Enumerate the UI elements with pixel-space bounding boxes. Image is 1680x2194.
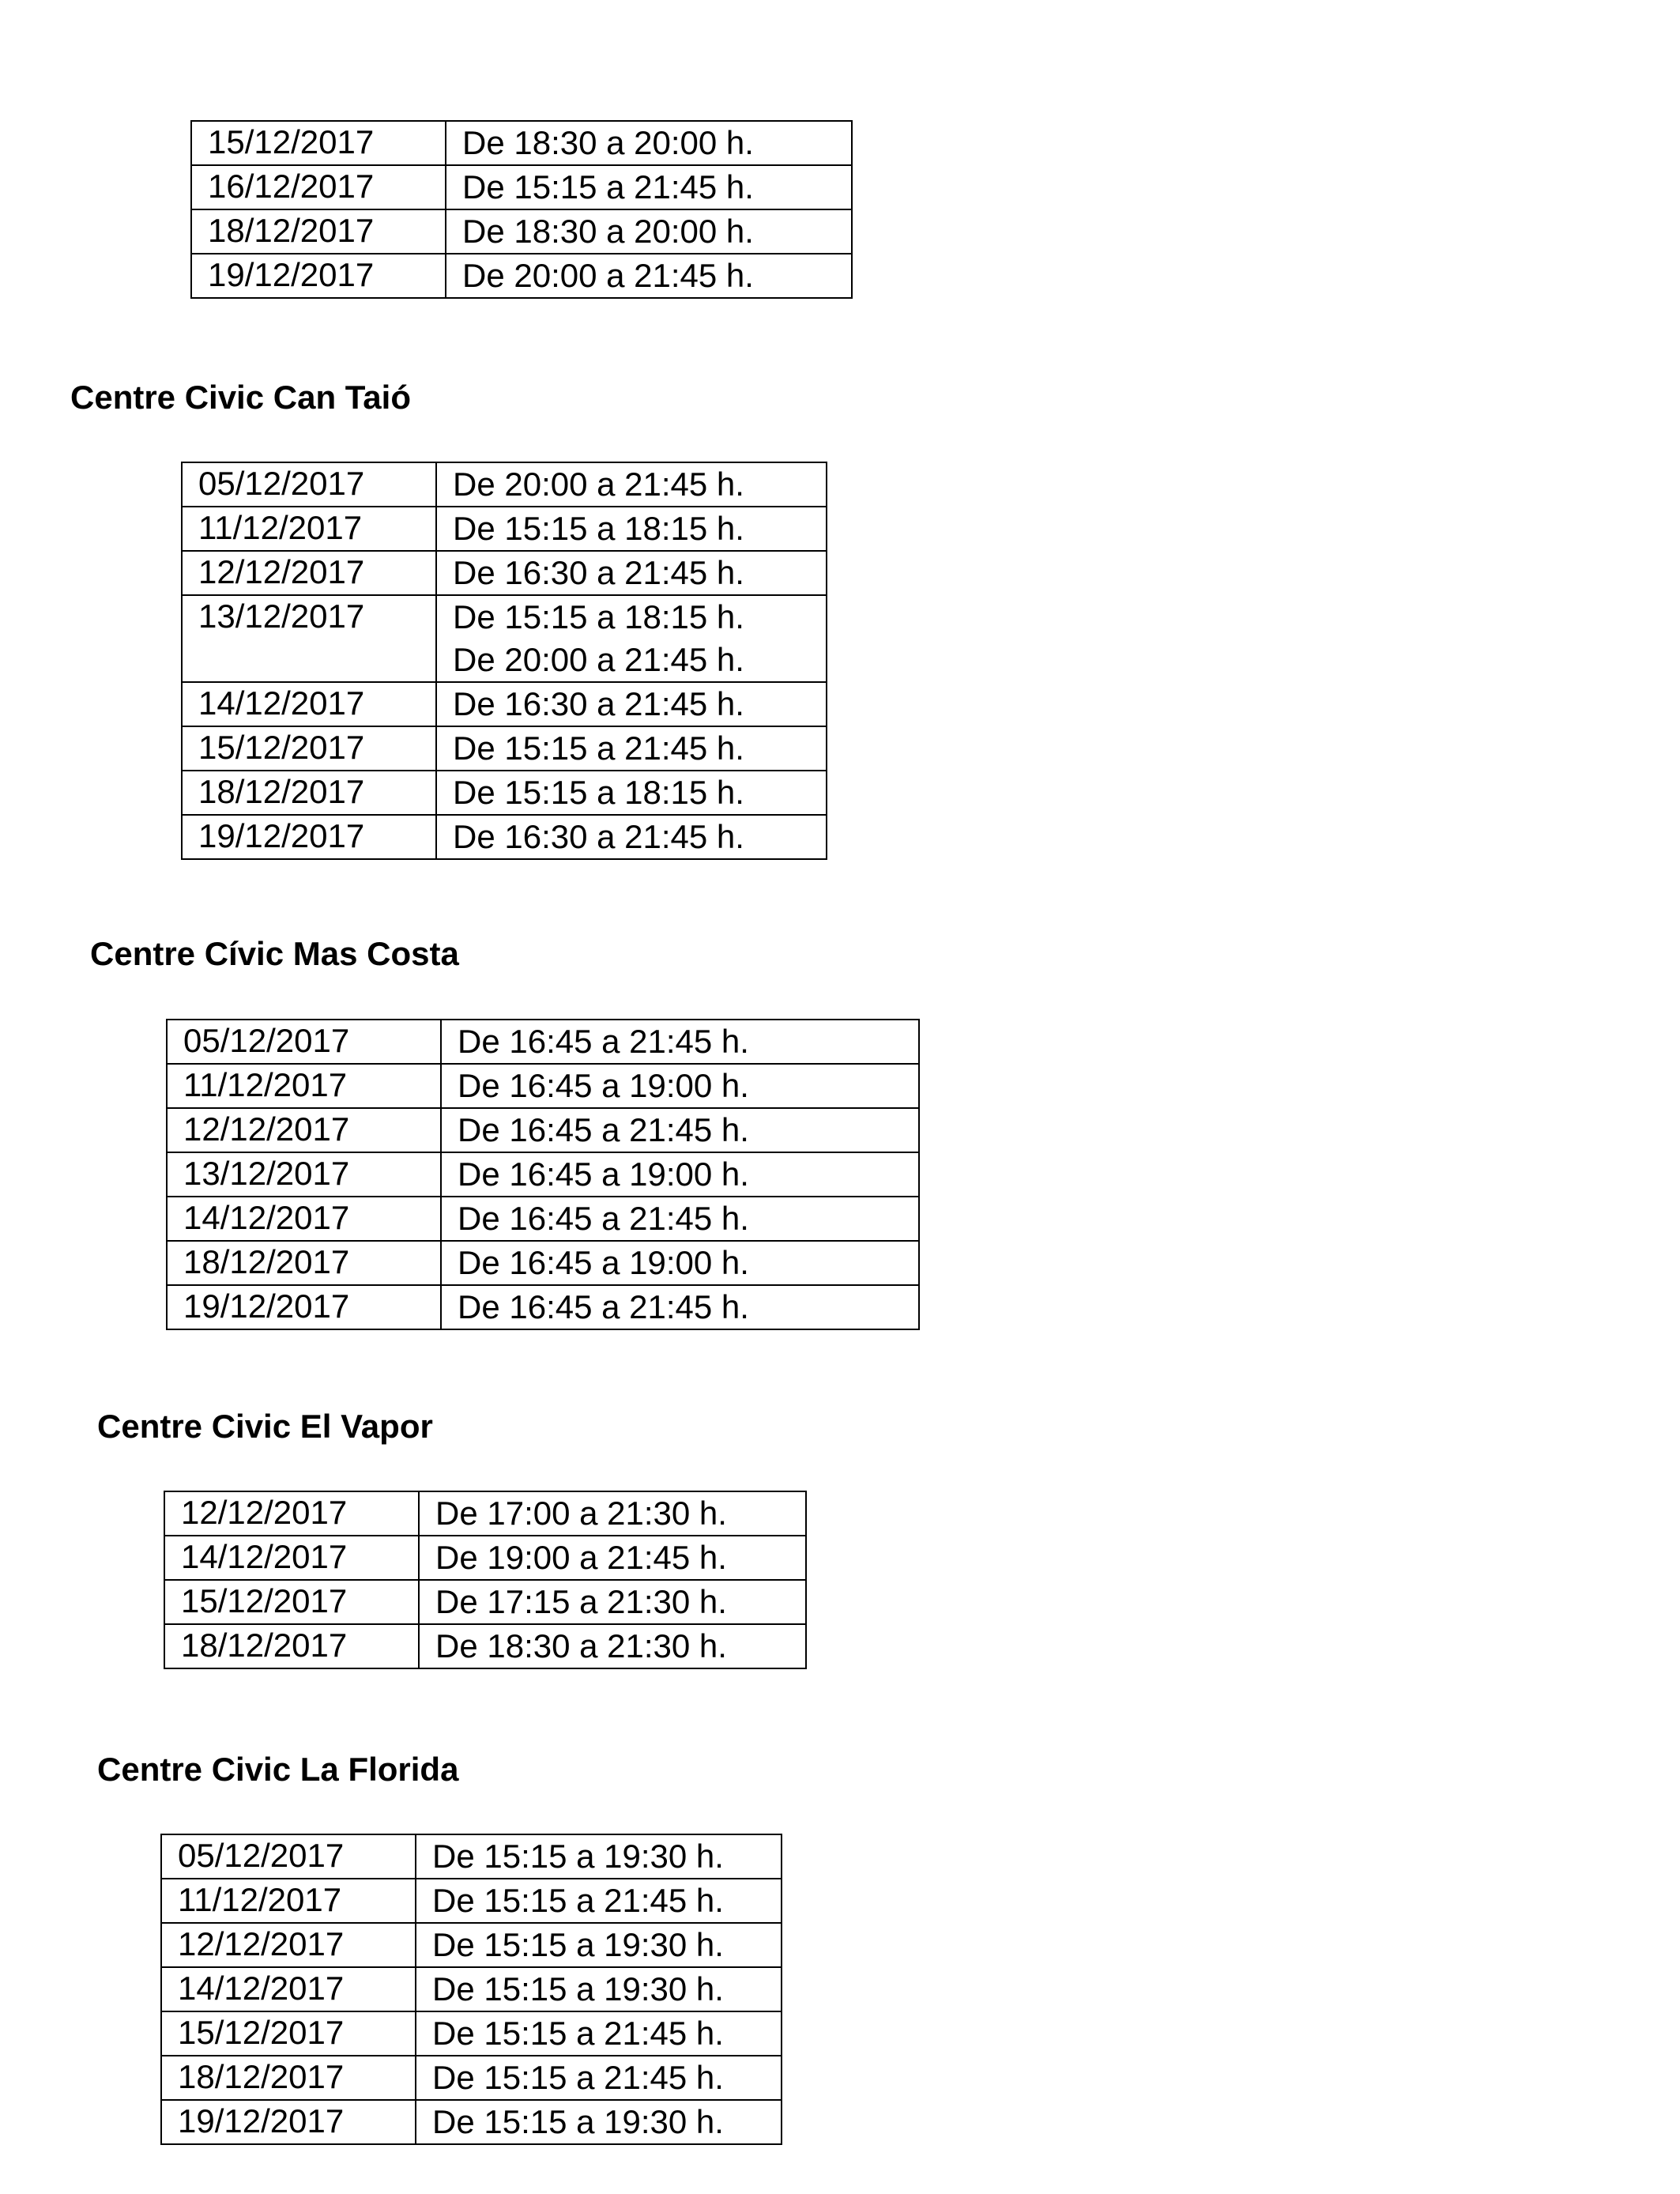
date-cell: 05/12/2017 [161, 1834, 416, 1879]
schedule-table-continued [190, 120, 853, 299]
time-range: De 15:15 a 18:15 h. [453, 774, 744, 811]
time-range: De 15:15 a 19:30 h. [432, 1970, 724, 2007]
date-cell: 11/12/2017 [167, 1064, 441, 1108]
time-range: De 20:00 a 21:45 h. [453, 641, 744, 678]
date-cell: 18/12/2017 [164, 1624, 419, 1668]
time-cell [446, 209, 852, 254]
time-range: De 15:15 a 19:30 h. [432, 1838, 724, 1875]
time-cell [419, 1580, 806, 1624]
time-range: De 18:30 a 20:00 h. [462, 213, 754, 250]
table-row [167, 1197, 919, 1241]
date-cell: 19/12/2017 [167, 1285, 441, 1329]
time-cell [416, 1879, 782, 1923]
time-cell [441, 1064, 919, 1108]
date-cell: 12/12/2017 [161, 1923, 416, 1967]
table-row [161, 1967, 782, 2011]
time-range: De 18:30 a 20:00 h. [462, 124, 754, 161]
table-row [182, 682, 827, 726]
table-row [182, 771, 827, 815]
time-cell [436, 771, 827, 815]
time-range: De 15:15 a 21:45 h. [462, 168, 754, 205]
date-cell: 11/12/2017 [161, 1879, 416, 1923]
date-cell: 12/12/2017 [167, 1108, 441, 1152]
time-cell [436, 507, 827, 551]
time-range: De 15:15 a 19:30 h. [432, 2103, 724, 2140]
date-cell: 05/12/2017 [167, 1020, 441, 1064]
table-row [164, 1580, 806, 1624]
table-row [182, 507, 827, 551]
time-range: De 16:30 a 21:45 h. [453, 818, 744, 855]
table-row [167, 1108, 919, 1152]
time-range: De 15:15 a 21:45 h. [432, 2059, 724, 2096]
date-cell: 14/12/2017 [182, 682, 436, 726]
date-cell: 13/12/2017 [182, 595, 436, 682]
time-range: De 19:00 a 21:45 h. [435, 1539, 727, 1576]
time-cell [441, 1285, 919, 1329]
table-row [167, 1241, 919, 1285]
table-row [191, 121, 852, 165]
time-cell [446, 121, 852, 165]
time-cell [446, 165, 852, 209]
time-range: De 15:15 a 18:15 h. [453, 598, 744, 635]
time-range: De 15:15 a 19:30 h. [432, 1926, 724, 1963]
date-cell: 14/12/2017 [164, 1536, 419, 1580]
time-cell [436, 595, 827, 682]
table-row [161, 1834, 782, 1879]
time-cell [441, 1241, 919, 1285]
time-range: De 20:00 a 21:45 h. [453, 466, 744, 503]
date-cell: 16/12/2017 [191, 165, 446, 209]
time-cell [416, 1834, 782, 1879]
time-cell [419, 1536, 806, 1580]
time-cell [441, 1020, 919, 1064]
time-range: De 15:15 a 21:45 h. [432, 1882, 724, 1919]
table-row [191, 165, 852, 209]
date-cell: 13/12/2017 [167, 1152, 441, 1197]
section-title-la-florida: Centre Civic La Florida [97, 1751, 459, 1788]
table-row [161, 1879, 782, 1923]
date-cell: 18/12/2017 [161, 2056, 416, 2100]
time-cell [436, 551, 827, 595]
section-title-el-vapor: Centre Civic El Vapor [97, 1408, 433, 1445]
date-cell: 15/12/2017 [182, 726, 436, 771]
time-range: De 15:15 a 18:15 h. [453, 510, 744, 547]
time-cell [441, 1152, 919, 1197]
time-range: De 16:45 a 21:45 h. [458, 1200, 749, 1237]
table-row [167, 1152, 919, 1197]
date-cell: 19/12/2017 [191, 254, 446, 298]
date-cell: 18/12/2017 [167, 1241, 441, 1285]
table-row [164, 1536, 806, 1580]
table-row [182, 726, 827, 771]
time-cell [446, 254, 852, 298]
time-range: De 15:15 a 21:45 h. [432, 2015, 724, 2052]
time-cell [419, 1491, 806, 1536]
time-cell [436, 726, 827, 771]
schedule-table-can-taio [181, 462, 827, 860]
time-cell [441, 1197, 919, 1241]
time-range: De 16:45 a 19:00 h. [458, 1067, 749, 1104]
schedule-table-la-florida [160, 1834, 782, 2145]
table-row [182, 595, 827, 682]
table-row [191, 209, 852, 254]
time-range: De 20:00 a 21:45 h. [462, 257, 754, 294]
time-cell [416, 1923, 782, 1967]
time-range: De 16:45 a 21:45 h. [458, 1023, 749, 1060]
table-row [164, 1491, 806, 1536]
date-cell: 15/12/2017 [161, 2011, 416, 2056]
date-cell: 12/12/2017 [164, 1491, 419, 1536]
time-range: De 17:15 a 21:30 h. [435, 1583, 727, 1620]
time-cell [436, 815, 827, 859]
time-cell [419, 1624, 806, 1668]
time-range: De 16:45 a 21:45 h. [458, 1288, 749, 1325]
time-cell [416, 2100, 782, 2144]
time-cell [416, 1967, 782, 2011]
time-cell [416, 2011, 782, 2056]
schedule-table-el-vapor [164, 1491, 807, 1669]
time-range: De 16:30 a 21:45 h. [453, 554, 744, 591]
table-row [182, 815, 827, 859]
table-row [167, 1285, 919, 1329]
time-cell [441, 1108, 919, 1152]
table-row [191, 254, 852, 298]
table-row [164, 1624, 806, 1668]
date-cell: 18/12/2017 [191, 209, 446, 254]
date-cell: 14/12/2017 [161, 1967, 416, 2011]
time-range: De 15:15 a 21:45 h. [453, 729, 744, 767]
time-cell [436, 462, 827, 507]
schedule-table-mas-costa [166, 1019, 920, 1330]
date-cell: 18/12/2017 [182, 771, 436, 815]
table-row [167, 1020, 919, 1064]
date-cell: 05/12/2017 [182, 462, 436, 507]
table-row [161, 1923, 782, 1967]
time-range: De 16:45 a 19:00 h. [458, 1244, 749, 1281]
time-range: De 17:00 a 21:30 h. [435, 1495, 727, 1532]
table-row [167, 1064, 919, 1108]
section-title-mas-costa: Centre Cívic Mas Costa [90, 935, 459, 972]
table-row [161, 2011, 782, 2056]
table-row [161, 2056, 782, 2100]
table-row [182, 551, 827, 595]
section-title-can-taio: Centre Civic Can Taió [70, 379, 411, 416]
date-cell: 15/12/2017 [164, 1580, 419, 1624]
date-cell: 12/12/2017 [182, 551, 436, 595]
date-cell: 19/12/2017 [161, 2100, 416, 2144]
table-row [161, 2100, 782, 2144]
table-row [182, 462, 827, 507]
time-range: De 18:30 a 21:30 h. [435, 1627, 727, 1664]
date-cell: 19/12/2017 [182, 815, 436, 859]
date-cell: 15/12/2017 [191, 121, 446, 165]
time-range: De 16:45 a 21:45 h. [458, 1111, 749, 1148]
date-cell: 11/12/2017 [182, 507, 436, 551]
date-cell: 14/12/2017 [167, 1197, 441, 1241]
time-range: De 16:45 a 19:00 h. [458, 1155, 749, 1193]
time-cell [416, 2056, 782, 2100]
time-cell [436, 682, 827, 726]
time-range: De 16:30 a 21:45 h. [453, 685, 744, 722]
